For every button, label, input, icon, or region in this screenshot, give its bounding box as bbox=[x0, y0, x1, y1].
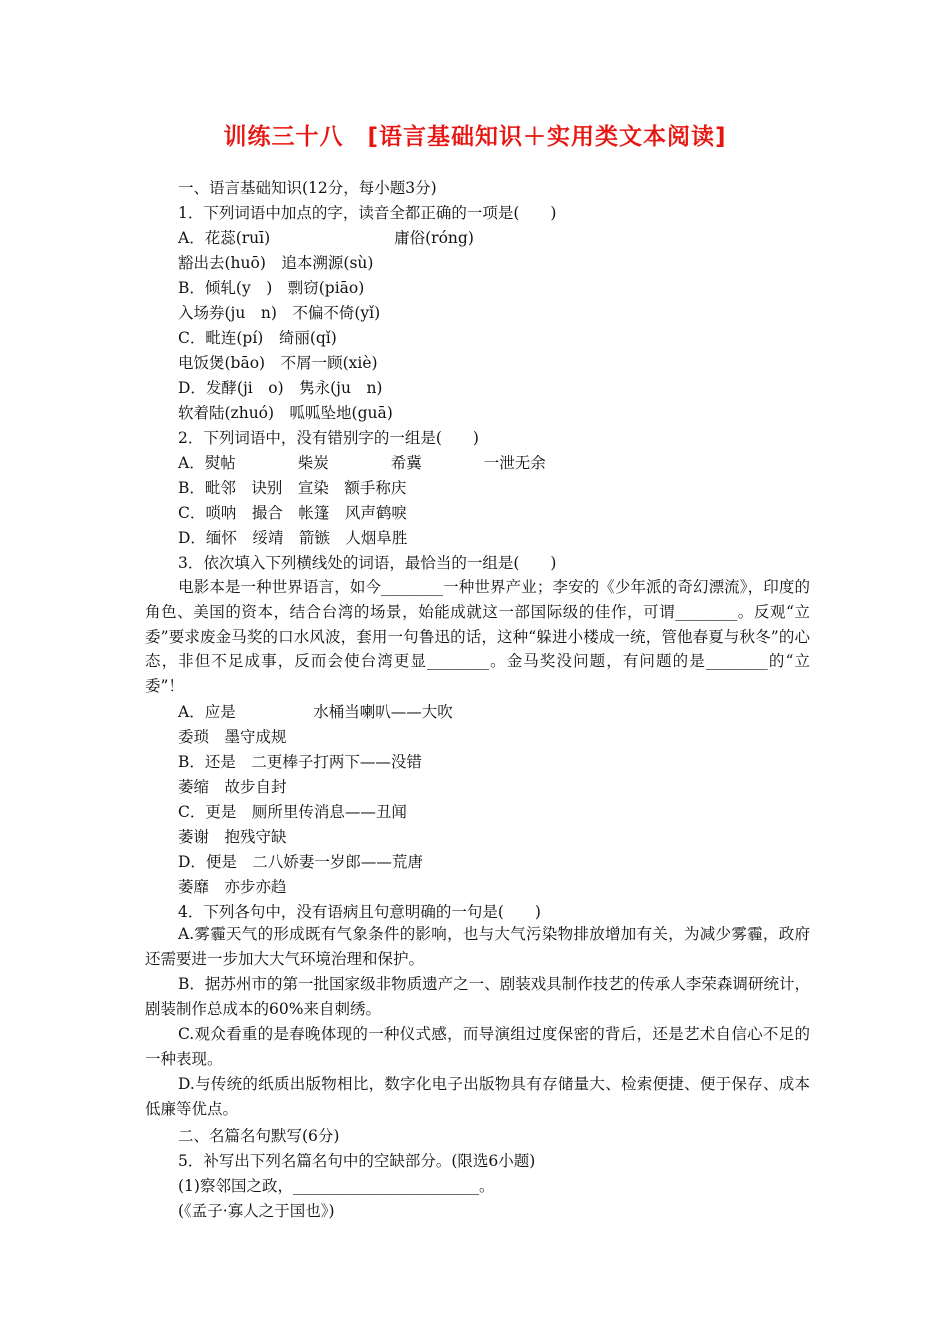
section-heading: 二、名篇名句默写(6分) bbox=[178, 1127, 340, 1145]
option-line: 萎谢 抱残守缺 bbox=[178, 828, 287, 846]
option-line: A．熨帖 柴炭 希冀 一泄无余 bbox=[178, 454, 546, 472]
option-line: 软着陆(zhuó) 呱呱坠地(guā) bbox=[178, 404, 393, 422]
passage-text: 电影本是一种世界语言，如今________一种世界产业；李安的《少年派的奇幻漂流》，印度的角色、美国的资本，结合台湾的场景，始能成就这一部国际级的佳作，可谓________。反观“立委”要求废金马奖的口水风波，套用一句鲁迅的话，这种“躲进小楼成一统，管他春夏与秋冬”的心态，非但不足成事，反而会使台湾更显________。金马奖没问题，有问题的是________的“立委”！ bbox=[145, 578, 810, 696]
question-text: 5．补写出下列名篇名句中的空缺部分。(限选6小题) bbox=[178, 1152, 536, 1170]
option-line: D．便是 二八娇妻一岁郎——荒唐 bbox=[178, 853, 423, 871]
option-line: A．花蕊(ruī) 庸俗(róng) bbox=[178, 229, 474, 247]
question-text: 3．依次填入下列横线处的词语，最恰当的一组是( ) bbox=[178, 554, 557, 572]
option-line: 入场券(ju n) 不偏不倚(yǐ) bbox=[178, 304, 381, 322]
option-line: A．应是 水桶当喇叭——大吹 bbox=[178, 703, 453, 721]
page-title: 训练三十八 [语言基础知识＋实用类文本阅读] bbox=[223, 124, 727, 150]
question-text: 2．下列词语中，没有错别字的一组是( ) bbox=[178, 429, 479, 447]
option-paragraph: D.与传统的纸质出版物相比，数字化电子出版物具有存储量大、检索便捷、便于保存、成本低廉等优点。 bbox=[145, 1075, 810, 1118]
option-line: 委琐 墨守成规 bbox=[178, 728, 287, 746]
section-heading: 一、语言基础知识(12分，每小题3分) bbox=[178, 179, 437, 197]
option-line: B．毗邻 诀别 宣染 额手称庆 bbox=[178, 479, 407, 497]
passage-paragraph bbox=[145, 575, 810, 699]
option-line: D．缅怀 绥靖 箭镞 人烟阜胜 bbox=[178, 529, 408, 547]
option-line: C．唢呐 撮合 帐篷 风声鹤唳 bbox=[178, 504, 407, 522]
option-line: 电饭煲(bāo) 不屑一顾(xiè) bbox=[178, 354, 378, 372]
source-citation: (《孟子·寡人之于国也》) bbox=[178, 1202, 335, 1220]
option-line: 萎缩 故步自封 bbox=[178, 778, 287, 796]
option-paragraph: A.雾霾天气的形成既有气象条件的影响，也与大气污染物排放增加有关，为减少雾霾，政府还需要进一步加大大气环境治理和保护。 bbox=[145, 925, 810, 968]
option-line: B．倾轧(y ) 剽窃(piāo) bbox=[178, 279, 365, 297]
option-paragraph: B．据苏州市的第一批国家级非物质遗产之一、剧装戏具制作技艺的传承人李荣森调研统计，剧装制作总成本的60%来自刺绣。 bbox=[145, 975, 810, 1018]
option-paragraph: C.观众看重的是春晚体现的一种仪式感，而导演组过度保密的背后，还是艺术自信心不足的一种表现。 bbox=[145, 1025, 810, 1068]
option-line: C．毗连(pí) 绮丽(qǐ) bbox=[178, 329, 337, 347]
option-line: 萎靡 亦步亦趋 bbox=[178, 878, 287, 896]
question-text: 4．下列各句中，没有语病且句意明确的一句是( ) bbox=[178, 903, 541, 921]
fill-blank-line: (1)察邻国之政，________________________。 bbox=[178, 1177, 495, 1195]
option-line: D．发酵(ji o) 隽永(ju n) bbox=[178, 379, 383, 397]
option-line: 豁出去(huō) 追本溯源(sù) bbox=[178, 254, 374, 272]
question-text: 1．下列词语中加点的字，读音全都正确的一项是( ) bbox=[178, 204, 557, 222]
option-line: B．还是 二更棒子打两下——没错 bbox=[178, 753, 422, 771]
option-line: C．更是 厕所里传消息——丑闻 bbox=[178, 803, 407, 821]
